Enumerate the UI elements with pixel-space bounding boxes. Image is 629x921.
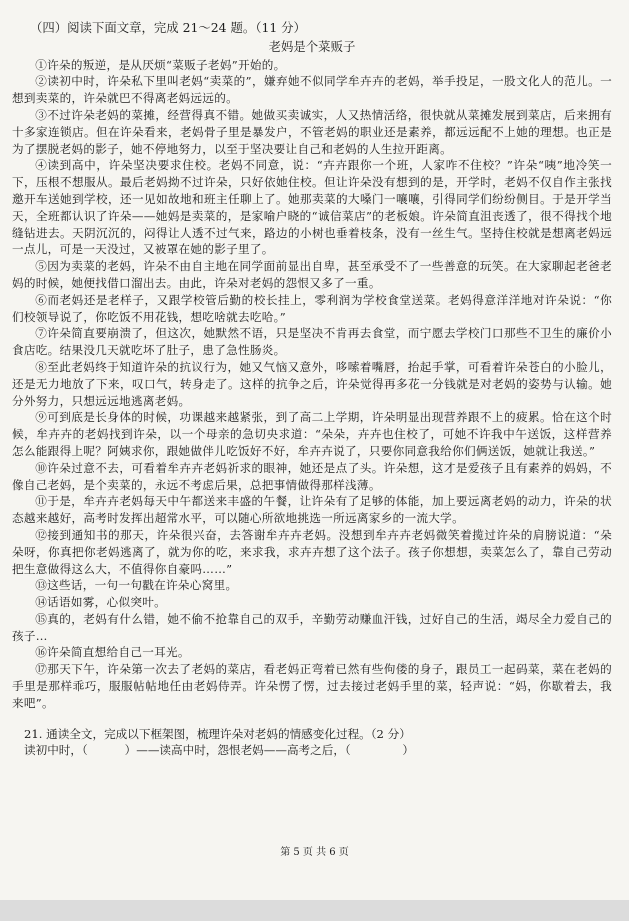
answer-blank-2[interactable]	[351, 742, 403, 759]
paragraph-5: ⑤因为卖菜的老妈，许朵不由自主地在同学面前显出自卑，甚至承受不了一些善意的玩笑。在大家聊起老爸老妈的时候，她便找借口溜出去。由此，许朵对老妈的怨恨又多了一重。	[12, 259, 612, 290]
paragraph-15: ⑮真的，老妈有什么错，她不偷不抢靠自己的双手，辛勤劳动赚血汗钱，过好自己的生活，竭尽全力爱自己的孩子…	[12, 611, 612, 643]
paragraph-11: ⑪于是，牟卉卉老妈每天中午都送来丰盛的午餐，让许朵有了足够的体能，加上要远离老妈的动力，许朵的状态越来越好，高考时发挥出超常水平，可以随心所欲地挑选一所远离家乡的一流大学。	[12, 494, 612, 526]
paragraph-2: ②读初中时，许朵私下里叫老妈“卖菜的”，嫌弃她不似同学牟卉卉的老妈，举手投足，一股文化人的范儿。一想到卖菜的，许朵就巴不得离老妈远远的。	[12, 74, 612, 106]
paragraph-12: ⑫接到通知书的那天，许朵很兴奋，去答谢牟卉卉老妈。没想到牟卉卉老妈微笑着揽过许朵的肩膀说道：“朵朵呀，你真把你老妈逃离了，就为你的吃，来求我，求卉卉想了这个法子。孩子你想想，卖菜怎么了，靠自己劳动把生意做得这么大，不值得你自豪吗……”	[12, 527, 612, 576]
framework-part-2: ）——读高中时，怨恨老妈——高考之后，（	[124, 743, 351, 758]
answer-blank-1[interactable]	[88, 742, 125, 759]
page-footer: 第 5 页 共 6 页	[280, 847, 349, 858]
paragraph-6: ⑥而老妈还是老样子，又跟学校管后勤的校长挂上，零利润为学校食堂送菜。老妈得意洋洋地对许朵说：“你们校领导说了，你吃饭不用花钱，想吃啥就去吃哈。”	[12, 292, 612, 324]
paragraph-17: ⑰那天下午，许朵第一次去了老妈的菜店，看老妈正弯着已然有些佝偻的身子，跟员工一起码菜，菜在老妈的手里是那样乖巧，服服帖帖地任由老妈侍弄。许朵愣了愣，过去接过老妈手里的菜，轻声说：“妈，你歇着去，我来吧”。	[12, 662, 612, 710]
question-21-framework	[24, 742, 612, 759]
spacer	[12, 712, 612, 726]
section-header: （四）阅读下面文章，完成 21～24 题。（11 分）	[30, 20, 306, 35]
framework-part-3: ）	[402, 743, 414, 758]
paragraph-16: ⑯许朵简直想给自己一耳光。	[35, 645, 190, 660]
paragraph-4: ④读到高中，许朵坚决要求住校。老妈不同意，说：“卉卉跟你一个班，人家咋不住校？”许朵“咦”地冷笑一下，压根不想服从。最后老妈拗不过许朵，只好依她住校。但让许朵没有想到的是，开学时，老妈不仅自作主张找邀开车送她到学校，还一见如故地和班主任聊上了。她那卖菜的大嗓门一嚷嚷，引得同学们纷纷侧目。于是开学当天，全班都认识了许朵——她妈是卖菜的，是家喻户晓的“诚信菜店”的老板娘。许朵简直沮丧透了，很不得找个地缝钻进去。天阴沉沉的，闷得让人透不过气来，路边的小树也垂着枝条，没有一丝生气。坚持住校就是想离老妈远一点儿，可是一天没过，又被罩在她的影子里了。	[12, 158, 612, 257]
paragraph-9: ⑨可到底是长身体的时候，功课越来越紧张，到了高二上学期，许朵明显出现营养跟不上的疲累。恰在这个时候，牟卉卉的老妈找到许朵，以一个母亲的急切央求道：“朵朵，卉卉也住校了，可她不许我中午送饭，这样营养怎么能跟得上呢？阿姨求你，跟她做伴儿吃饭好不好，牟卉卉说了，只要你同意我给你们俩送饭，她就让我送。”	[12, 410, 612, 458]
framework-part-1: 读初中时，（	[24, 743, 88, 758]
paragraph-8: ⑧至此老妈终于知道许朵的抗议行为，她又气恼又意外，哆嗦着嘴唇，抬起手掌，可看着许朵苍白的小脸儿，还是无力地放了下来，叹口气，转身走了。这样的抗争之后，许朵觉得再多花一分钱就是对老妈的姿势与认输。她分外努力，只想远远地逃离老妈。	[12, 359, 612, 408]
paragraph-3: ③不过许朵老妈的菜摊，经营得真不错。她做买卖诚实，人又热情活络，很快就从菜摊发展到菜店，后来拥有十多家连锁店。但在许朵看来，老妈骨子里是暴发户，不管老妈的职业还是素养，都远远配不上她的理想。也正是为了摆脱老妈的影子，她不停地努力，以至于坚决要让自己和老妈的人生拉开距离。	[12, 107, 612, 156]
paragraph-13: ⑬这些话，一句一句戳在许朵心窝里。	[35, 578, 238, 593]
paragraph-14: ⑭话语如雾，心似突叶。	[35, 595, 167, 610]
paragraph-7: ⑦许朵简直要崩溃了，但这次，她默然不语，只是坚决不肯再去食堂，而宁愿去学校门口那些不卫生的廉价小食店吃。结果没几天就吃坏了肚子，患了急性肠炎。	[12, 326, 612, 358]
article-title: 老妈是个菜贩子	[268, 38, 356, 54]
reading-section	[12, 20, 612, 759]
question-21-stem: 21. 通读全文，完成以下框架图，梳理许朵对老妈的情感变化过程。（2 分）	[24, 726, 411, 741]
paragraph-1: ①许朵的叛逆，是从厌烦“菜贩子老妈”开始的。	[35, 57, 286, 72]
bottom-band	[0, 900, 629, 921]
paragraph-10: ⑩许朵过意不去，可看着牟卉卉老妈祈求的眼神，她还是点了头。许朵想，这才是爱孩子且有素养的妈妈，不像自己老妈，是个卖菜的，永远不考虑后果，总把事情做得那样浅薄。	[12, 460, 612, 492]
